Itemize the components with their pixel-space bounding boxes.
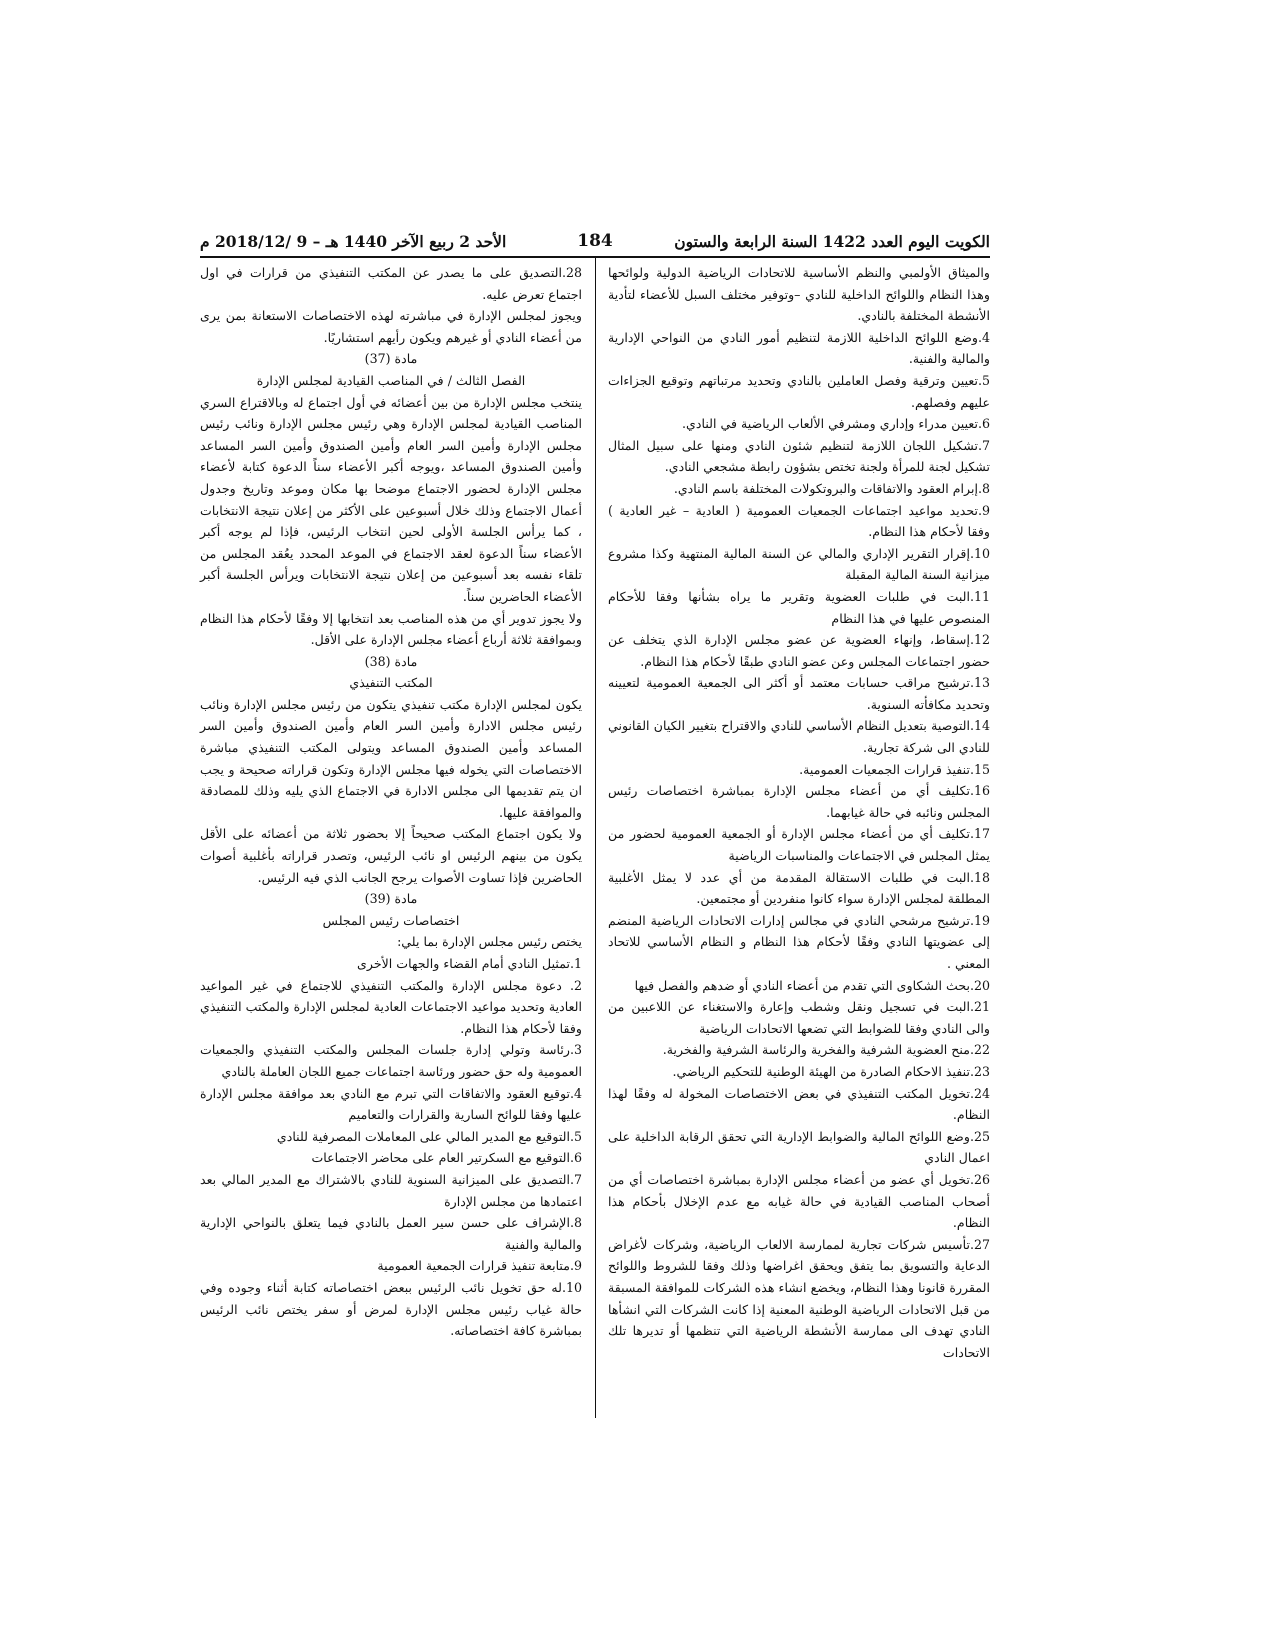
paragraph: 11.البت في طلبات العضوية وتقرير ما يراه بشأنها وفقا للأحكام المنصوص عليها في هذا النظام xyxy=(608,588,990,626)
paragraph: 25.وضع اللوائح المالية والضوابط الإدارية التي تحقق الرقابة الداخلية على اعمال النادي xyxy=(608,1128,990,1166)
paragraph: 3.رئاسة وتولي إدارة جلسات المجلس والمكتب التنفيذي والجمعيات العمومية وله حق حضور ورئاسة اجتماعات جميع اللجان العاملة بالنادي xyxy=(200,1042,582,1079)
columns xyxy=(200,262,990,1363)
paragraph: 24.تخويل المكتب التنفيذي في بعض الاختصاصات المخولة له وفقًا لهذا النظام. xyxy=(608,1085,990,1123)
paragraph: يكون لمجلس الإدارة مكتب تنفيذي يتكون من رئيس مجلس الإدارة ونائب رئيس مجلس الادارة وأمين السر العام وأمين الصندوق وأمين السر المساعد وأمين الصندوق المساعد ويتولى المكتب التنفيذي مباشرة الاختصاصات التي يخوله فيها مجلس الإدارة وتكون قراراته صحيحة و يجب ان يتم تقديمها الى مجلس الادارة في الاجتماع الذي يليه وذلك للمصادقة والموافقة عليها. xyxy=(200,696,582,820)
paragraph: والميثاق الأولمبي والنظم الأساسية للاتحادات الرياضية الدولية ولوائحها وهذا النظام واللوائح الداخلية للنادي –وتوفير مختلف السبل للأعضاء لتأدية الأنشطة المختلفة بالنادي. xyxy=(608,265,990,324)
paragraph: 17.تكليف أي من أعضاء مجلس الإدارة أو الجمعية العمومية لحضور من يمثل المجلس في الاجتماعات والمناسبات الرياضية xyxy=(608,826,990,864)
paragraph: 9.تحديد مواعيد اجتماعات الجمعيات العمومية ( العادية – غير العادية ) وفقا لأحكام هذا النظام. xyxy=(608,502,990,540)
paragraph: 23.تنفيذ الاحكام الصادرة من الهيئة الوطنية للتحكيم الرياضي. xyxy=(672,1063,990,1079)
article-heading: الفصل الثالث / في المناصب القيادية لمجلس الإدارة xyxy=(256,372,526,388)
paragraph: 21.البت في تسجيل ونقل وشطب وإعارة والاستغناء عن اللاعبين من والى النادي وفقا للضوابط التي تضعها الاتحادات الرياضية xyxy=(608,999,990,1036)
page-header xyxy=(200,226,990,256)
paragraph: 5.تعيين وترقية وفصل العاملين بالنادي وتحديد مرتباتهم وتوقيع الجزاءات عليهم وفصلهم. xyxy=(608,372,990,410)
paragraph: 6.تعيين مدراء وإداري ومشرفي الألعاب الرياضية في النادي. xyxy=(682,416,990,432)
paragraph: 5.التوقيع مع المدير المالي على المعاملات المصرفية للنادي xyxy=(276,1128,582,1144)
paragraph: 28.التصديق على ما يصدر عن المكتب التنفيذي من قرارات في اول اجتماع تعرض عليه. xyxy=(200,265,582,302)
paragraph: 26.تخويل أي عضو من أعضاء مجلس الإدارة بمباشرة اختصاصات أي من أصحاب المناصب القيادية في حالة غيابه مع عدم الإخلال بأحكام هذا النظام. xyxy=(608,1171,990,1231)
right-column xyxy=(595,262,990,1363)
paragraph: 8.الإشراف على حسن سير العمل بالنادي فيما يتعلق بالنواحي الإدارية والمالية والفنية xyxy=(200,1215,582,1252)
header-issue: الكويت اليوم العدد 1422 السنة الرابعة والستون xyxy=(674,231,990,251)
paragraph: ولا يكون اجتماع المكتب صحيحاً إلا بحضور ثلاثة من أعضائه على الأقل يكون من بينهم الرئيس او نائب الرئيس، وتصدر قراراته بأغلبية أصوات الحاضرين فإذا تساوت الأصوات يرجح الجانب الذي فيه الرئيس. xyxy=(200,826,582,885)
article-heading: مادة (38) xyxy=(364,653,418,669)
paragraph: يختص رئيس مجلس الإدارة بما يلي: xyxy=(397,934,582,950)
paragraph: 4.توقيع العقود والاتفاقات التي تبرم مع النادي بعد موافقة مجلس الإدارة عليها وفقا للوائح السارية والقرارات والتعاميم xyxy=(200,1085,582,1123)
paragraph: 9.متابعة تنفيذ قرارات الجمعية العمومية xyxy=(377,1258,582,1274)
paragraph: ولا يجوز تدوير أي من هذه المناصب بعد انتخابها إلا وفقًا لأحكام هذا النظام وبموافقة ثلاثة أرباع أعضاء مجلس الإدارة على الأقل. xyxy=(200,610,582,648)
page-number: 184 xyxy=(577,231,613,251)
paragraph: 7.تشكيل اللجان اللازمة لتنظيم شئون النادي ومنها على سبيل المثال تشكيل لجنة للمرأة ولجنة تختص بشؤون رابطة مشجعي النادي. xyxy=(608,437,990,475)
gazette-page xyxy=(200,226,990,1476)
paragraph: 27.تأسيس شركات تجارية لممارسة الالعاب الرياضية، وشركات لأغراض الدعاية والتسويق بما يتفق ويحقق اغراضها وذلك وفقا للشروط واللوائح المقررة قانونا وهذا النظام، ويخضع انشاء هذه الشركات للموافقة المسبقة من قبل الاتحادات الرياضية الوطنية المعنية إذا كانت الشركات التي انشأها النادي تهدف الى ممارسة الأنشطة الرياضية التي تنظمها أو تديرها تلك الاتحادات xyxy=(608,1236,990,1360)
paragraph: 1.تمثيل النادي أمام القضاء والجهات الأخرى xyxy=(357,956,582,971)
paragraph: 14.التوصية بتعديل النظام الأساسي للنادي والاقتراح بتغيير الكيان القانوني للنادي الى شركة تجارية. xyxy=(608,718,990,756)
paragraph: 10.إقرار التقرير الإداري والمالي عن السنة المالية المنتهية وكذا مشروع ميزانية السنة المالية المقبلة xyxy=(608,545,990,583)
paragraph: 15.تنفيذ قرارات الجمعيات العمومية. xyxy=(799,761,990,777)
paragraph: ينتخب مجلس الإدارة من بين أعضائه في أول اجتماع له وبالاقتراع السري المناصب القيادية لمجلس الإدارة وهي رئيس مجلس الإدارة ونائب رئيس مجلس الإدارة وأمين السر العام وأمين الصندوق وأمين السر المساعد وأمين الصندوق المساعد ،ويوجه أكبر الأعضاء سناً الدعوة كتابة لأعضاء مجلس الإدارة لحضور الاجتماع موضحا بها مكان وموعد وتاريخ وجدول أعمال الاجتماع وذلك خلال أسبوعين على الأكثر من إعلان نتيجة الانتخابات ، كما يرأس الجلسة الأولى لحين انتخاب الرئيس، فإذا لم يوجه أكبر الأعضاء سناً الدعوة لعقد الاجتماع في الموعد المحدد يعُقد المجلس من تلقاء نفسه بعد أسبوعين من إعلان نتيجة الانتخابات ويرأس الجلسة أكبر الأعضاء الحاضرين سناً. xyxy=(200,394,582,604)
paragraph: 8.إبرام العقود والاتفاقات والبروتكولات المختلفة باسم النادي. xyxy=(673,480,990,496)
header-date: الأحد 2 ربيع الآخر 1440 هـ – 9 /2018/12 م xyxy=(200,231,507,251)
article-heading: مادة (37) xyxy=(364,351,418,367)
paragraph: 12.إسقاط، وإنهاء العضوية عن عضو مجلس الإدارة الذي يتخلف عن حضور اجتماعات المجلس وعن عضو النادي طبقًا لأحكام هذا النظام. xyxy=(608,632,990,669)
paragraph: 20.بحث الشكاوى التي تقدم من أعضاء النادي أو ضدهم والفصل فيها xyxy=(634,977,990,993)
paragraph: 4.وضع اللوائح الداخلية اللازمة لتنظيم أمور النادي من النواحي الإدارية والمالية والفنية. xyxy=(608,329,990,367)
paragraph: 10.له حق تخويل نائب الرئيس ببعض اختصاصاته كتابة أثناء وجوده وفي حالة غياب رئيس مجلس الإدارة لمرض أو سفر يختص نائب الرئيس بمباشرة كافة اختصاصاته. xyxy=(200,1279,582,1339)
article-heading: مادة (39) xyxy=(364,891,418,907)
paragraph: 22.منح العضوية الشرفية والفخرية والرئاسة الشرفية والفخرية. xyxy=(662,1042,990,1058)
paragraph: 2. دعوة مجلس الإدارة والمكتب التنفيذي للاجتماع في غير المواعيد العادية وتحديد مواعيد الاجتماعات العادية لمجلس الإدارة والمكتب التنفيذي وفقا لأحكام هذا النظام. xyxy=(200,977,582,1036)
paragraph: 18.البت في طلبات الاستقالة المقدمة من أي عدد لا يمثل الأغلبية المطلقة لمجلس الإدارة سواء كانوا منفردين أو مجتمعين. xyxy=(608,869,990,907)
paragraph: 6.التوقيع مع السكرتير العام على محاضر الاجتماعات xyxy=(311,1150,582,1166)
column-divider xyxy=(595,258,596,1418)
paragraph: 19.ترشيح مرشحي النادي في مجالس إدارات الاتحادات الرياضية المنضم إلى عضويتها النادي وفقًا لأحكام هذا النظام و النظام الأساسي للاتحاد المعني . xyxy=(608,912,990,971)
paragraph: 13.ترشيح مراقب حسابات معتمد أو أكثر الى الجمعية العمومية لتعيينه وتحديد مكافأته السنوية. xyxy=(608,675,990,712)
left-column xyxy=(200,262,595,1363)
article-heading: اختصاصات رئيس المجلس xyxy=(322,912,460,928)
paragraph: 7.التصديق على الميزانية السنوية للنادي بالاشتراك مع المدير المالي بعد اعتمادها من مجلس الإدارة xyxy=(200,1171,582,1209)
article-heading: المكتب التنفيذي xyxy=(349,675,433,691)
paragraph: 16.تكليف أي من أعضاء مجلس الإدارة بمباشرة اختصاصات رئيس المجلس ونائبه في حالة غيابهما. xyxy=(608,783,990,820)
paragraph: ويجوز لمجلس الإدارة في مباشرته لهذه الاختصاصات الاستعانة بمن يرى من أعضاء النادي أو غيرهم ويكون رأيهم استشاريًا. xyxy=(200,308,582,345)
